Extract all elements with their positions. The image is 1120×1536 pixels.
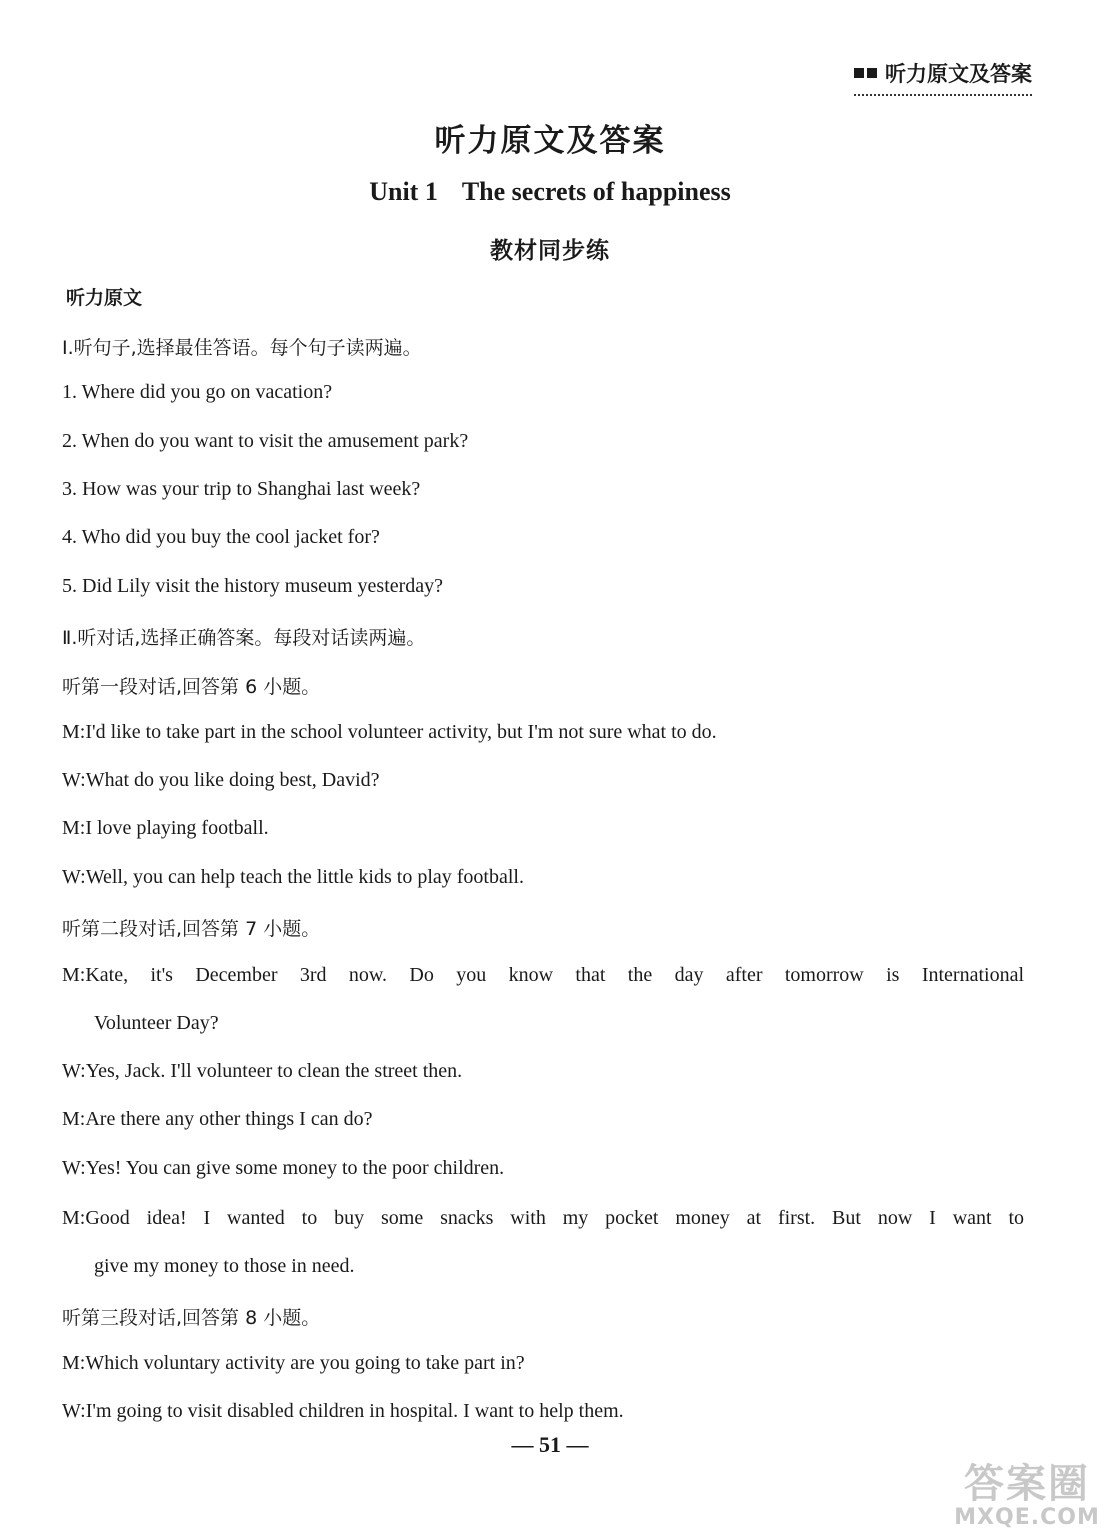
unit-number: Unit 1 [369, 177, 438, 206]
dialogue-line: W:Yes! You can give some money to the poor children. [62, 1157, 505, 1179]
sentence-5: 5. Did Lily visit the history museum yesterday? [62, 575, 444, 597]
sentence-1: 1. Where did you go on vacation? [62, 381, 333, 403]
dialogue-line-continuation: give my money to those in need. [94, 1255, 355, 1277]
dialogue-line: W:Yes, Jack. I'll volunteer to clean the street then. [62, 1060, 463, 1082]
page-number: — 51 — [511, 1432, 589, 1457]
dialogue-line: M:I love playing football. [62, 817, 269, 839]
watermark-logo [942, 1452, 1112, 1530]
dialogue-3-heading: 听第三段对话,回答第 8 小题。 [62, 1307, 321, 1329]
watermark-cn: 答案圈 [964, 1461, 1090, 1507]
unit-name: The secrets of happiness [461, 177, 731, 206]
dialogue-line: M:Are there any other things I can do? [62, 1108, 373, 1130]
dialogue-1-heading: 听第一段对话,回答第 6 小题。 [62, 676, 321, 698]
part-1-instruction: Ⅰ.听句子,选择最佳答语。每个句子读两遍。 [62, 337, 422, 359]
sentence-2: 2. When do you want to visit the amusement park? [62, 430, 469, 452]
transcript-label: 听力原文 [66, 287, 143, 309]
running-header [854, 58, 1032, 96]
dialogue-line: W:Well, you can help teach the little kids to play football. [62, 866, 524, 888]
running-header-label: 听力原文及答案 [885, 62, 1032, 86]
dialogue-line: M:Which voluntary activity are you going to take part in? [62, 1352, 525, 1374]
sentence-3: 3. How was your trip to Shanghai last week? [62, 478, 421, 500]
dialogue-line: M:Kate, it's December 3rd now. Do you know that the day after tomorrow is International [62, 964, 1024, 986]
header-squares-icon [854, 68, 877, 78]
page-title: 听力原文及答案 [434, 123, 666, 159]
dialogue-line: W:I'm going to visit disabled children in hospital. I want to help them. [62, 1400, 624, 1422]
dialogue-2-heading: 听第二段对话,回答第 7 小题。 [62, 918, 321, 940]
sentence-4: 4. Who did you buy the cool jacket for? [62, 526, 380, 548]
section-subtitle: 教材同步练 [490, 238, 610, 264]
dialogue-line: W:What do you like doing best, David? [62, 769, 380, 791]
dialogue-line: M:Good idea! I wanted to buy some snacks with my pocket money at first. But now I want to [62, 1207, 1024, 1229]
part-2-instruction: Ⅱ.听对话,选择正确答案。每段对话读两遍。 [62, 627, 426, 649]
dialogue-line: M:I'd like to take part in the school volunteer activity, but I'm not sure what to do. [62, 721, 717, 743]
dialogue-line-continuation: Volunteer Day? [94, 1012, 219, 1034]
unit-heading [0, 177, 1100, 207]
watermark-en: MXQE.COM [954, 1505, 1100, 1530]
